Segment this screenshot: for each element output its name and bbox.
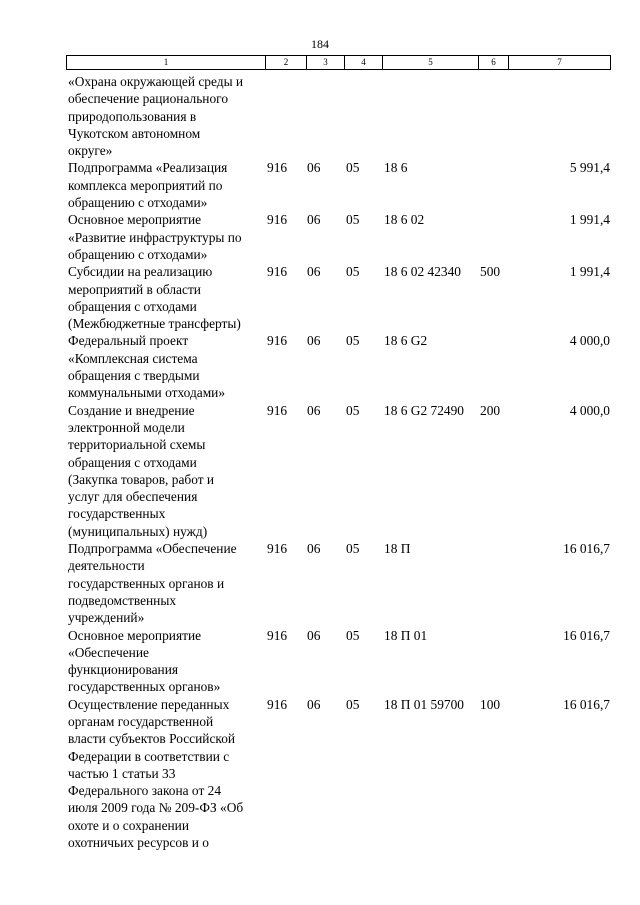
row-name-line: (Закупка товаров, работ и	[68, 471, 215, 487]
row-subsection: 05	[346, 160, 360, 176]
row-admin-code: 916	[267, 212, 288, 228]
row-admin-code: 916	[267, 696, 288, 712]
column-header-6: 6	[479, 56, 509, 70]
column-header-1: 1	[67, 56, 266, 70]
row-amount: 1 991,4	[569, 264, 610, 280]
row-section: 06	[307, 541, 321, 557]
row-name	[68, 73, 268, 159]
row-name	[68, 696, 268, 852]
row-target-article: 18 6 02	[384, 212, 425, 228]
row-subsection: 05	[346, 541, 360, 557]
table-row	[0, 627, 640, 696]
row-name-line: обращения с отходами	[68, 298, 197, 314]
row-name-line: Федерации в соответствии с	[68, 748, 230, 764]
row-target-article: 18 6 G2 72490	[384, 402, 464, 418]
column-header-3: 3	[307, 56, 345, 70]
column-header-7: 7	[509, 56, 611, 70]
row-expense-type: 100	[480, 696, 501, 712]
row-admin-code: 916	[267, 264, 288, 280]
row-target-article: 18 П 01 59700	[384, 696, 464, 712]
row-amount: 16 016,7	[563, 696, 610, 712]
table-row	[0, 540, 640, 626]
column-header-table	[66, 55, 611, 70]
column-header-5: 5	[383, 56, 479, 70]
row-name-line: Подпрограмма «Реализация	[68, 160, 228, 176]
row-name-line: «Обеспечение	[68, 644, 149, 660]
row-subsection: 05	[346, 264, 360, 280]
row-amount: 4 000,0	[569, 402, 610, 418]
row-amount: 16 016,7	[563, 541, 610, 557]
row-name-line: (муниципальных) нужд)	[68, 523, 208, 539]
column-header-2: 2	[266, 56, 307, 70]
row-name-line: функционирования	[68, 662, 179, 678]
row-name-line: округе»	[68, 143, 113, 159]
row-name-line: природопользования в	[68, 108, 197, 124]
row-target-article: 18 6	[384, 160, 408, 176]
row-name-line: обращению с отходами»	[68, 195, 208, 211]
row-name-line: охоте и о сохранении	[68, 817, 190, 833]
row-expense-type: 200	[480, 402, 501, 418]
row-subsection: 05	[346, 212, 360, 228]
row-section: 06	[307, 333, 321, 349]
row-name-line: Подпрограмма «Обеспечение	[68, 541, 237, 557]
row-admin-code: 916	[267, 541, 288, 557]
row-name-line: услуг для обеспечения	[68, 489, 198, 505]
row-section: 06	[307, 627, 321, 643]
row-name-line: обращению с отходами»	[68, 246, 208, 262]
column-header-4: 4	[345, 56, 383, 70]
row-name-line: мероприятий в области	[68, 281, 201, 297]
row-subsection: 05	[346, 627, 360, 643]
row-name-line: подведомственных	[68, 592, 177, 608]
row-name-line: (Межбюджетные трансферты)	[68, 316, 241, 332]
row-name-line: «Комплексная система	[68, 350, 198, 366]
row-admin-code: 916	[267, 160, 288, 176]
row-name-line: частью 1 статьи 33	[68, 765, 176, 781]
row-name-line: «Охрана окружающей среды и	[68, 74, 244, 89]
row-name-line: «Развитие инфраструктуры по	[68, 229, 242, 245]
row-name	[68, 540, 268, 626]
row-admin-code: 916	[267, 402, 288, 418]
table-row	[0, 696, 640, 852]
row-name-line: охотничьих ресурсов и о	[68, 835, 209, 851]
row-subsection: 05	[346, 402, 360, 418]
row-name-line: обеспечение рационального	[68, 91, 229, 107]
row-name-line: государственных	[68, 506, 166, 522]
table-body	[0, 73, 640, 851]
row-subsection: 05	[346, 696, 360, 712]
table-row	[0, 263, 640, 332]
row-name-line: Основное мероприятие	[68, 212, 202, 228]
row-name-line: власти субъектов Российской	[68, 731, 236, 747]
row-name-line: органам государственной	[68, 713, 214, 729]
table-row	[0, 332, 640, 401]
table-row	[0, 402, 640, 540]
row-name-line: учреждений»	[68, 610, 145, 626]
row-name-line: Основное мероприятие	[68, 627, 202, 643]
row-name-line: государственных органов и	[68, 575, 225, 591]
row-name-line: Осуществление переданных	[68, 696, 230, 712]
table-row	[0, 159, 640, 211]
row-name-line: государственных органов»	[68, 679, 221, 695]
row-name	[68, 159, 268, 211]
row-name-line: Создание и внедрение	[68, 402, 195, 418]
row-name	[68, 211, 268, 263]
row-name-line: территориальной схемы	[68, 437, 206, 453]
row-name-line: Субсидии на реализацию	[68, 264, 213, 280]
row-name-line: Федеральный проект	[68, 333, 189, 349]
row-name	[68, 263, 268, 332]
table-row	[0, 211, 640, 263]
row-amount: 1 991,4	[569, 212, 610, 228]
row-name-line: коммунальными отходами»	[68, 385, 226, 401]
row-amount: 16 016,7	[563, 627, 610, 643]
table-row	[0, 73, 640, 159]
row-name-line: обращения с твердыми	[68, 368, 200, 384]
row-section: 06	[307, 160, 321, 176]
row-name	[68, 627, 268, 696]
row-section: 06	[307, 402, 321, 418]
row-target-article: 18 6 G2	[384, 333, 428, 349]
row-target-article: 18 П	[384, 541, 411, 557]
row-name	[68, 402, 268, 540]
row-name-line: электронной модели	[68, 419, 185, 435]
row-amount: 4 000,0	[569, 333, 610, 349]
row-name-line: июля 2009 года № 209-ФЗ «Об	[68, 800, 244, 816]
row-target-article: 18 П 01	[384, 627, 428, 643]
row-subsection: 05	[346, 333, 360, 349]
row-name-line: обращения с отходами	[68, 454, 197, 470]
row-target-article: 18 6 02 42340	[384, 264, 461, 280]
row-admin-code: 916	[267, 627, 288, 643]
row-expense-type: 500	[480, 264, 501, 280]
row-name-line: деятельности	[68, 558, 145, 574]
page-number: 184	[311, 37, 329, 51]
row-name-line: комплекса мероприятий по	[68, 177, 223, 193]
row-name-line: Федерального закона от 24	[68, 783, 222, 799]
row-amount: 5 991,4	[569, 160, 610, 176]
row-section: 06	[307, 264, 321, 280]
row-name	[68, 332, 268, 401]
row-admin-code: 916	[267, 333, 288, 349]
row-name-line: Чукотском автономном	[68, 125, 201, 141]
row-section: 06	[307, 696, 321, 712]
row-section: 06	[307, 212, 321, 228]
